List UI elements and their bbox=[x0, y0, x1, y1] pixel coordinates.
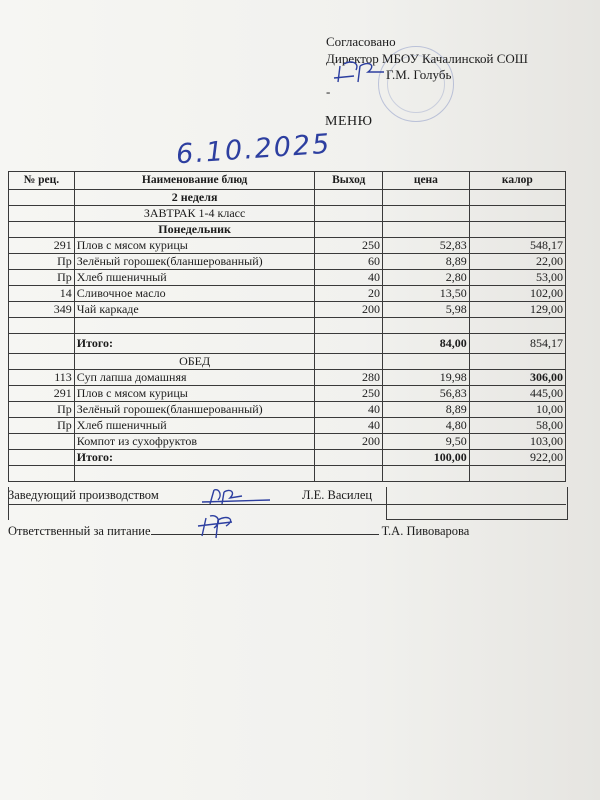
header-output: Выход bbox=[315, 172, 383, 190]
table-header-row bbox=[9, 172, 566, 190]
dish-calories: 22,00 bbox=[469, 254, 565, 270]
dish-price: 9,50 bbox=[383, 434, 470, 450]
week-label: 2 неделя bbox=[74, 190, 315, 206]
dish-output: 250 bbox=[315, 238, 383, 254]
table-row bbox=[9, 254, 566, 270]
recipe-no: 291 bbox=[9, 386, 75, 402]
nutrition-responsible-name: Т.А. Пивоварова bbox=[381, 524, 470, 538]
recipe-no bbox=[9, 434, 75, 450]
dish-output: 40 bbox=[315, 418, 383, 434]
dish-calories: 445,00 bbox=[469, 386, 565, 402]
production-manager-signature bbox=[200, 486, 280, 508]
dish-calories: 548,17 bbox=[469, 238, 565, 254]
meal-breakfast-row bbox=[9, 206, 566, 222]
empty-row bbox=[9, 318, 566, 334]
table-row bbox=[9, 386, 566, 402]
recipe-no: Пр bbox=[9, 254, 75, 270]
menu-table bbox=[8, 171, 566, 482]
dish-price: 5,98 bbox=[383, 302, 470, 318]
table-row bbox=[9, 370, 566, 386]
dish-price: 8,89 bbox=[383, 402, 470, 418]
signature-line bbox=[151, 523, 379, 535]
dish-name: Хлеб пшеничный bbox=[74, 418, 315, 434]
document-title: МЕНЮ bbox=[325, 114, 373, 129]
dish-name: Плов с мясом курицы bbox=[74, 386, 315, 402]
breakfast-total-row bbox=[9, 334, 566, 354]
header-price: цена bbox=[383, 172, 470, 190]
dish-price: 4,80 bbox=[383, 418, 470, 434]
dish-price: 56,83 bbox=[383, 386, 470, 402]
dish-name: Чай каркаде bbox=[74, 302, 315, 318]
recipe-no: Пр bbox=[9, 270, 75, 286]
dish-output: 40 bbox=[315, 270, 383, 286]
meal-lunch-label: ОБЕД bbox=[74, 354, 315, 370]
dish-output: 280 bbox=[315, 370, 383, 386]
nutrition-responsible-label: Ответственный за питание bbox=[8, 524, 151, 538]
dish-calories: 53,00 bbox=[469, 270, 565, 286]
approval-line-director: Директор МБОУ Качалинской СОШ bbox=[326, 50, 528, 66]
recipe-no: 14 bbox=[9, 286, 75, 302]
dish-calories: 102,00 bbox=[469, 286, 565, 302]
approval-dash: - bbox=[326, 83, 331, 99]
lunch-total-calories: 922,00 bbox=[469, 450, 565, 466]
table-row bbox=[9, 418, 566, 434]
header-calories: калор bbox=[469, 172, 565, 190]
breakfast-total-label: Итого: bbox=[74, 334, 315, 354]
dish-calories: 103,00 bbox=[469, 434, 565, 450]
dish-output: 60 bbox=[315, 254, 383, 270]
director-name: Г.М. Голубь bbox=[386, 67, 452, 82]
dish-price: 13,50 bbox=[383, 286, 470, 302]
dish-calories: 306,00 bbox=[469, 370, 565, 386]
dish-price: 19,98 bbox=[383, 370, 470, 386]
empty-row bbox=[9, 466, 566, 482]
dish-price: 2,80 bbox=[383, 270, 470, 286]
lunch-total-row bbox=[9, 450, 566, 466]
dish-name: Хлеб пшеничный bbox=[74, 270, 315, 286]
dish-output: 20 bbox=[315, 286, 383, 302]
production-manager-name: Л.Е. Василец bbox=[302, 488, 373, 502]
dish-name: Суп лапша домашняя bbox=[74, 370, 315, 386]
breakfast-total-price: 84,00 bbox=[383, 334, 470, 354]
dish-price: 8,89 bbox=[383, 254, 470, 270]
dish-name: Плов с мясом курицы bbox=[74, 238, 315, 254]
dish-output: 200 bbox=[315, 434, 383, 450]
footer-box bbox=[386, 487, 568, 520]
dish-price: 52,83 bbox=[383, 238, 470, 254]
table-row bbox=[9, 238, 566, 254]
dish-output: 250 bbox=[315, 386, 383, 402]
recipe-no: 349 bbox=[9, 302, 75, 318]
table-row bbox=[9, 434, 566, 450]
recipe-no: Пр bbox=[9, 418, 75, 434]
table-row bbox=[9, 302, 566, 318]
week-row bbox=[9, 190, 566, 206]
recipe-no: 113 bbox=[9, 370, 75, 386]
dish-name: Сливочное масло bbox=[74, 286, 315, 302]
day-label: Понедельник bbox=[74, 222, 315, 238]
lunch-total-label: Итого: bbox=[74, 450, 315, 466]
meal-breakfast-label: ЗАВТРАК 1-4 класс bbox=[74, 206, 315, 222]
header-recipe-no: № рец. bbox=[9, 172, 75, 190]
production-manager-label: Заведующий производством bbox=[8, 488, 159, 502]
recipe-no: 291 bbox=[9, 238, 75, 254]
approval-line-agreed: Согласовано bbox=[326, 34, 396, 49]
table-row bbox=[9, 402, 566, 418]
dish-calories: 129,00 bbox=[469, 302, 565, 318]
lunch-total-price: 100,00 bbox=[383, 450, 470, 466]
director-signature bbox=[330, 58, 390, 86]
meal-lunch-row bbox=[9, 354, 566, 370]
handwritten-date: 6.10.2025 bbox=[175, 128, 333, 171]
table-row bbox=[9, 270, 566, 286]
recipe-no: Пр bbox=[9, 402, 75, 418]
day-row bbox=[9, 222, 566, 238]
nutrition-responsible-signature bbox=[192, 512, 252, 540]
header-dish-name: Наименование блюд bbox=[74, 172, 315, 190]
production-manager-line bbox=[8, 488, 373, 503]
dish-name: Зелёный горошек(бланшерованный) bbox=[74, 402, 315, 418]
dish-calories: 58,00 bbox=[469, 418, 565, 434]
dish-name: Зелёный горошек(бланшерованный) bbox=[74, 254, 315, 270]
breakfast-total-calories: 854,17 bbox=[469, 334, 565, 354]
dish-output: 40 bbox=[315, 402, 383, 418]
table-row bbox=[9, 286, 566, 302]
dish-calories: 10,00 bbox=[469, 402, 565, 418]
dish-name: Компот из сухофруктов bbox=[74, 434, 315, 450]
dish-output: 200 bbox=[315, 302, 383, 318]
